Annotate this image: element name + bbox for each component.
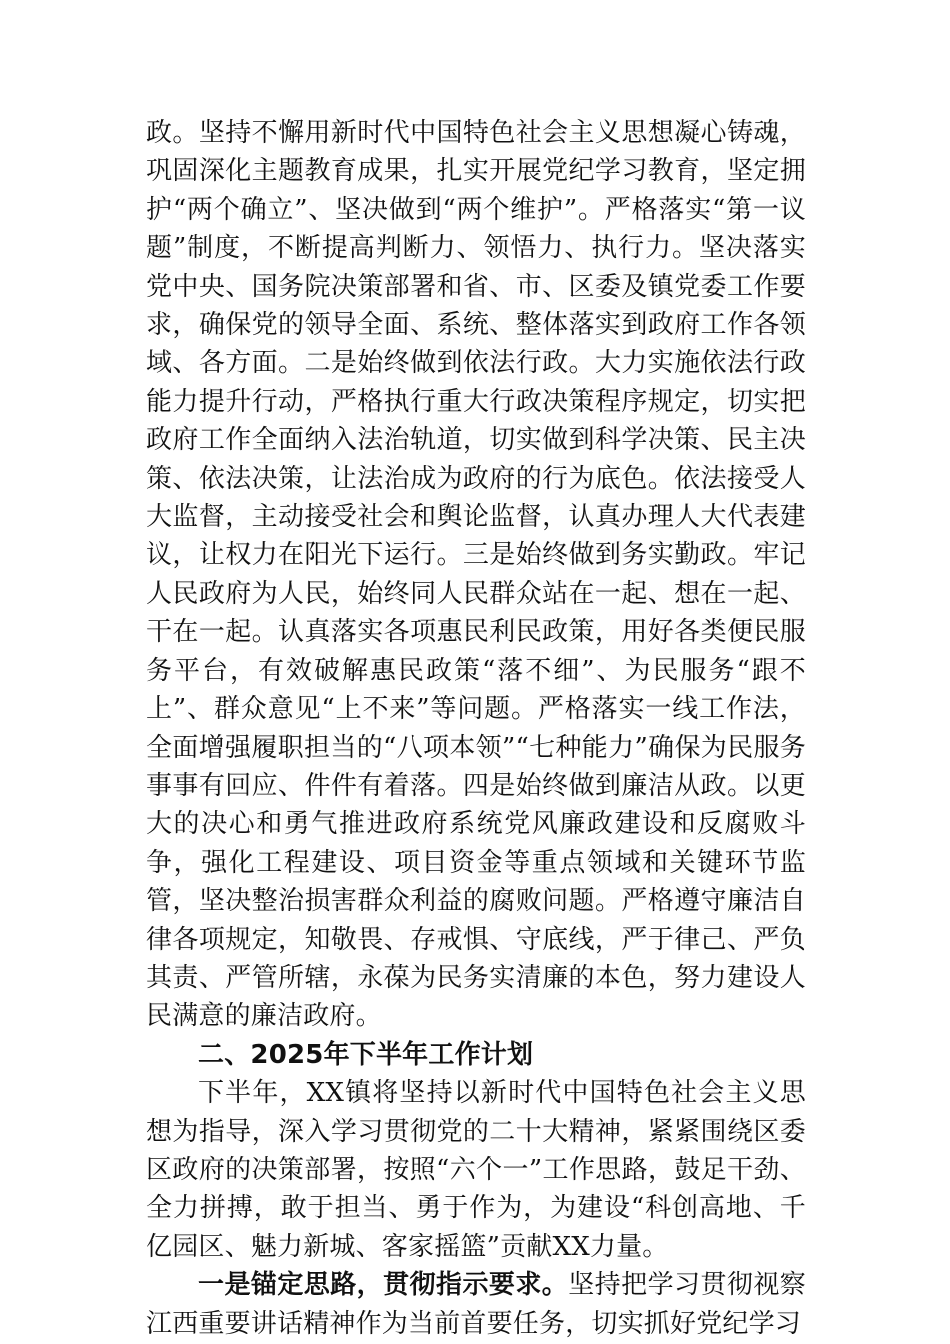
paragraph-body-text: 坚持把学习贯彻视察江西重要讲话精神作为当前首要任务，切实抓好党纪学习	[146, 1270, 806, 1339]
section-heading-2: 二、2025年下半年工作计划	[198, 1039, 534, 1070]
body-paragraph-3	[146, 1266, 806, 1343]
body-paragraph-2: 下半年，XX镇将坚持以新时代中国特色社会主义思想为指导，深入学习贯彻党的二十大精神，紧紧围绕区委区政府的决策部署，按照“六个一”工作思路，鼓足干劲、全力拼搏，敢于担当、勇于作为，为建设“科创高地、千亿园区、魅力新城、客家摇篮”贡献XX力量。	[146, 1078, 806, 1262]
body-paragraph-1: 政。坚持不懈用新时代中国特色社会主义思想凝心铸魂，巩固深化主题教育成果，扎实开展党纪学习教育，坚定拥护“两个确立”、坚决做到“两个维护”。严格落实“第一议题”制度，不断提高判断力、领悟力、执行力。坚决落实党中央、国务院决策部署和省、市、区委及镇党委工作要求，确保党的领导全面、系统、整体落实到政府工作各领域、各方面。二是始终做到依法行政。大力实施依法行政能力提升行动，严格执行重大行政决策程序规定，切实把政府工作全面纳入法治轨道，切实做到科学决策、民主决策、依法决策，让法治成为政府的行为底色。依法接受人大监督，主动接受社会和舆论监督，认真办理人大代表建议，让权力在阳光下运行。三是始终做到务实勤政。牢记人民政府为人民，始终同人民群众站在一起、想在一起、干在一起。认真落实各项惠民利民政策，用好各类便民服务平台，有效破解惠民政策“落不细”、为民服务“跟不上”、群众意见“上不来”等问题。严格落实一线工作法，全面增强履职担当的“八项本领”“七种能力”确保为民服务事事有回应、件件有着落。四是始终做到廉洁从政。以更大的决心和勇气推进政府系统党风廉政建设和反腐败斗争，强化工程建设、项目资金等重点领域和关键环节监管，坚决整治损害群众利益的腐败问题。严格遵守廉洁自律各项规定，知敬畏、存戒惧、守底线，严于律己、严负其责、严管所辖，永葆为民务实清廉的本色，努力建设人民满意的廉洁政府。	[146, 118, 806, 1032]
document-page	[146, 114, 806, 1343]
paragraph-lead-text: 一是锚定思路，贯彻指示要求。	[198, 1270, 569, 1301]
